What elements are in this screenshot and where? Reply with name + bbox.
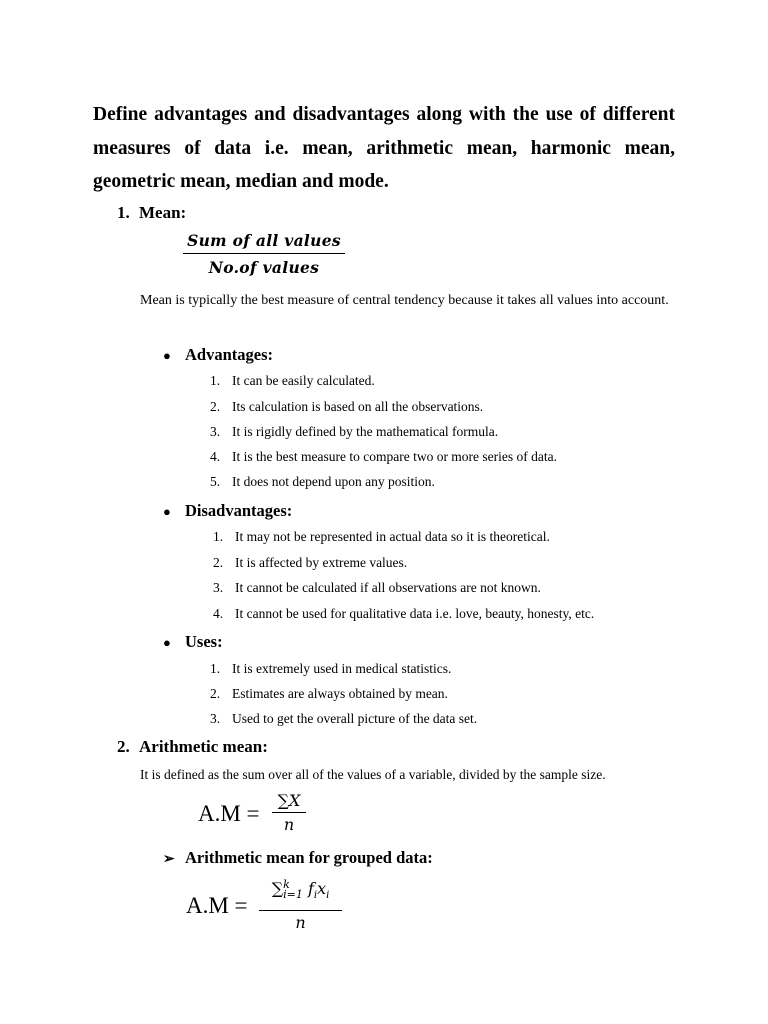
list-item: 2. Estimates are always obtained by mean. bbox=[210, 686, 448, 701]
disadvantages-label: Disadvantages: bbox=[185, 501, 293, 520]
advantages-heading bbox=[163, 345, 273, 365]
formula-numerator: ∑X bbox=[277, 791, 301, 810]
section-number: 2. bbox=[117, 737, 130, 756]
term-x: x bbox=[317, 879, 327, 898]
term-x-subscript: i bbox=[326, 890, 330, 902]
bullet-icon: ● bbox=[163, 504, 171, 519]
mean-formula bbox=[183, 231, 345, 277]
grouped-data-label: Arithmetic mean for grouped data: bbox=[185, 848, 433, 867]
fraction-bar bbox=[272, 812, 306, 813]
list-item: 4. It is the best measure to compare two or more series of data. bbox=[210, 449, 558, 464]
formula-grouped-fraction bbox=[259, 876, 342, 932]
mean-description: Mean is typically the best measure of central tendency because it takes all values into account. bbox=[140, 293, 669, 308]
formula-lhs: A.M = bbox=[186, 893, 248, 918]
arrow-bullet-icon: ➢ bbox=[163, 852, 175, 867]
list-item: 2. Its calculation is based on all the observations. bbox=[210, 399, 484, 414]
disadvantages-heading bbox=[163, 501, 292, 521]
formula-numerator: Sum of all values bbox=[187, 231, 341, 250]
list-item: 3. Used to get the overall picture of the data set. bbox=[210, 711, 478, 726]
uses-heading bbox=[163, 632, 223, 652]
formula-denominator: n bbox=[295, 913, 306, 933]
list-item: 1. It may not be represented in actual data so it is theoretical. bbox=[213, 529, 550, 544]
section-number: 1. bbox=[117, 203, 130, 222]
section-heading-mean bbox=[117, 203, 186, 223]
formula-am-fraction bbox=[272, 791, 306, 834]
formula-denominator: n bbox=[283, 815, 295, 834]
section-heading-arithmetic-mean bbox=[117, 737, 268, 757]
list-item: 4. It cannot be used for qualitative data i.e. love, beauty, honesty, etc. bbox=[213, 606, 595, 621]
uses-label: Uses: bbox=[185, 632, 223, 651]
sum-upper-limit: k bbox=[283, 877, 290, 891]
arithmetic-mean-description: It is defined as the sum over all of the values of a variable, divided by the sample size. bbox=[140, 767, 606, 782]
formula-numerator bbox=[259, 876, 342, 909]
formula-denominator: No.of values bbox=[208, 258, 320, 277]
list-item: 3. It is rigidly defined by the mathematical formula. bbox=[210, 424, 499, 439]
term-f-subscript: i bbox=[313, 890, 318, 902]
list-item: 1. It is extremely used in medical statistics. bbox=[210, 661, 452, 676]
page-title: Define advantages and disadvantages along with the use of different measures of data i.e. mean, arithmetic mean, harmonic mean, geometric mean, median and mode. bbox=[93, 104, 675, 192]
list-item: 2. It is affected by extreme values. bbox=[213, 555, 408, 570]
list-item: 1. It can be easily calculated. bbox=[210, 373, 375, 388]
bullet-icon: ● bbox=[163, 348, 171, 363]
list-item: 5. It does not depend upon any position. bbox=[210, 474, 435, 489]
fraction-bar bbox=[183, 253, 345, 254]
section-title: Arithmetic mean: bbox=[139, 737, 268, 756]
advantages-label: Advantages: bbox=[185, 345, 274, 364]
grouped-data-heading bbox=[163, 848, 433, 868]
list-item: 3. It cannot be calculated if all observations are not known. bbox=[213, 580, 541, 595]
sum-lower-limit: i=1 bbox=[283, 887, 303, 901]
fraction-bar bbox=[259, 910, 342, 911]
term-f: f bbox=[307, 879, 314, 898]
section-title: Mean: bbox=[139, 203, 187, 222]
sigma-symbol: ∑ bbox=[271, 879, 284, 898]
formula-lhs: A.M = bbox=[198, 801, 260, 826]
bullet-icon: ● bbox=[163, 635, 171, 650]
